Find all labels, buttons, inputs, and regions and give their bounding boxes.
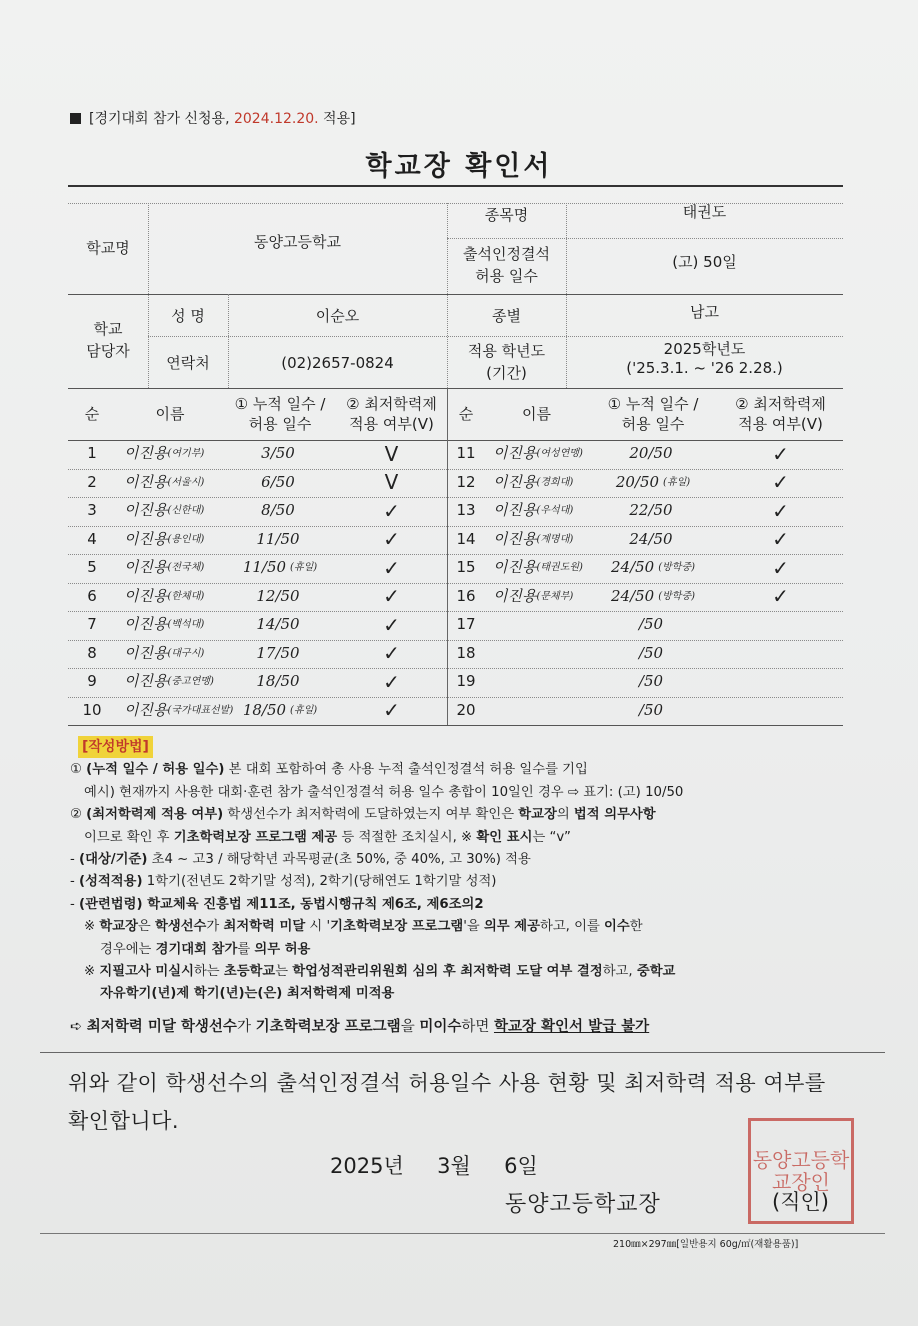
days-used: 18/50 [256, 672, 300, 691]
days-used: 20/50 [629, 444, 673, 463]
school-label: 학교명 [86, 238, 130, 257]
allow-label-line2: 허용 일수 [475, 267, 538, 285]
manager-label [68, 294, 148, 388]
check-mark: ✓ [772, 527, 789, 552]
official-seal-stamp: 동양고등학교장인 [748, 1118, 854, 1224]
row-number: 3 [87, 501, 97, 520]
check-mark [718, 611, 843, 640]
row-number: 6 [87, 586, 97, 605]
check-mark: ✓ [772, 584, 789, 609]
row-number: 19 [456, 672, 476, 691]
col-header-check: ② 최저학력제 적용 여부(V) [346, 394, 437, 433]
athlete-name: 이진용 (서울시) [124, 472, 205, 491]
footer-divider [40, 1233, 885, 1234]
school-value: 동양고등학교 [254, 233, 341, 252]
document-title: 학교장 확인서 [365, 151, 553, 182]
contact-value: (02)2657-0824 [281, 354, 394, 373]
days-used: /50 [638, 700, 664, 719]
row-number: 10 [82, 700, 102, 719]
athlete-name: 이진용 (여기부) [124, 444, 205, 463]
check-mark: ✓ [383, 584, 400, 609]
year-label [447, 338, 566, 388]
manager-label-line2: 담당자 [86, 342, 130, 360]
row-number: 9 [87, 672, 97, 691]
type-label: 종별 [492, 307, 521, 326]
days-used: 11/50 [256, 529, 300, 548]
row-number: 11 [456, 444, 476, 463]
check-mark: ✓ [383, 527, 400, 552]
note-date: 2024.12.20. [233, 111, 319, 127]
check-mark [718, 640, 843, 669]
days-used: 20/50 (휴일) [615, 472, 691, 491]
year-label-line2: (기간) [486, 364, 527, 382]
athlete-name: 이진용 (한체대) [124, 586, 205, 605]
writing-method: [작성방법] ① (누적 일수 / 허용 일수) 본 대회 포함하여 총 사용 누적 출석인정결석 허용 일수를 기입 예시) 현재까지 사용한 대회·훈련 참가 출석인정결석 허용 일수 총합이 10일인 경우 ⇨ 표기: (고) 10/50 ② (최저학력제 적용 여부) 학생선수가 최저학력에 도달하였는지 여부 확인은 학교장의 법적 의무사항 이므로 확인 후 기초학력보장 프로그램 제공 등 적절한 조치실시, ※ 확인 표시는 “v” - (대상/기준) 초4 ~ 고3 / 해당학년 과목평균(초 50%, 중 40%, 고 30%) 적용 - (성적적용) 1학기(전년도 2학기말 성적), 2학기(당해연도 1학기말 성적) - (관련법령) 학교체육 진흥법 제11조, 동법시행규칙 제6조, 제6조의2 ※ 학교장은 학생선수가 최저학력 미달 시 '기초학력보장 프로그램'을 의무 제공하고, 이를 이수한 경우에는 경기대회 참가를 의무 허용 ※ 지필고사 미실시하는 초등학교는 학업성적관리위원회 심의 후 최저학력 도달 여부 결정하고, 중학교 자유학기(년)제 학기(년)는(은) 최저학력제 미적용 [70, 736, 850, 1006]
row-number: 2 [87, 472, 97, 491]
contact-label: 연락처 [166, 354, 210, 373]
athlete-name: 이진용 (백석대) [124, 615, 205, 634]
athlete-name [485, 697, 598, 726]
col-header-name: 이름 [155, 404, 185, 423]
check-mark: ✓ [772, 498, 789, 523]
date-year: 2025년 [330, 1154, 404, 1178]
row-number: 18 [456, 643, 476, 662]
athlete-name: 이진용 (용인대) [124, 529, 205, 548]
type-value: 남고 [690, 303, 719, 322]
check-mark: ✓ [383, 669, 400, 694]
row-number: 4 [87, 529, 97, 548]
check-mark: ✓ [383, 498, 400, 523]
col-header-days: ① 누적 일수 / 허용 일수 [234, 394, 326, 433]
row-number: 13 [456, 501, 476, 520]
note-prefix: [경기대회 참가 신청용, [89, 111, 230, 127]
check-mark: ✓ [383, 612, 400, 637]
year-value-line2: ('25.3.1. ~ '26 2.28.) [626, 359, 783, 377]
days-used: 22/50 [629, 501, 673, 520]
check-mark: ✓ [383, 641, 400, 666]
days-used: 24/50 (방학중) [610, 586, 696, 605]
days-used: 18/50 (휴일) [242, 700, 318, 719]
final-note: ➪ 최저학력 미달 학생선수가 기초학력보장 프로그램을 미이수하면 학교장 확인서 발급 불가 [70, 1019, 650, 1035]
athlete-name: 이진용 (태권도원) [493, 558, 583, 577]
col-header-no: 순 [84, 404, 100, 423]
row-number: 8 [87, 643, 97, 662]
check-mark: ✓ [772, 470, 789, 495]
paper-spec-footer: 210㎜×297㎜[일반용지 60g/㎡(재활용품)] [613, 1239, 799, 1250]
header-note [70, 108, 356, 128]
athlete-name: 이진용 (우석대) [493, 501, 574, 520]
section-divider [40, 1052, 885, 1053]
athlete-name: 이진용 (중고연맹) [124, 672, 214, 691]
roster-center-divider [447, 388, 448, 725]
athlete-name: 이진용 (국가대표선발) [124, 700, 234, 719]
confirm-date [330, 1150, 538, 1180]
athlete-name: 이진용 (전국체) [124, 558, 205, 577]
days-used: 24/50 [629, 529, 673, 548]
seal-label: (직인) [772, 1190, 829, 1214]
col-header-name: 이름 [522, 404, 551, 423]
allow-value: (고) 50일 [672, 253, 737, 272]
days-used: /50 [638, 672, 664, 691]
check-mark: ✓ [383, 698, 400, 723]
row-number: 1 [87, 444, 97, 463]
row-number: 16 [456, 586, 476, 605]
check-mark: ✓ [772, 555, 789, 580]
row-number: 20 [456, 700, 476, 719]
square-bullet-icon [70, 113, 81, 124]
col-header-no: 순 [458, 404, 474, 423]
date-month: 3월 [437, 1154, 471, 1178]
year-value-line1: 2025학년도 [663, 339, 746, 358]
check-mark: V [384, 441, 399, 466]
row-number: 15 [456, 558, 476, 577]
check-mark [718, 668, 843, 697]
athlete-name: 이진용 (계명대) [493, 529, 574, 548]
days-used: 8/50 [261, 501, 295, 520]
days-used: 6/50 [261, 472, 295, 491]
row-number: 14 [456, 529, 476, 548]
sport-label: 종목명 [484, 205, 529, 224]
athlete-name: 이진용 (여성연맹) [493, 444, 583, 463]
row-number: 17 [456, 615, 476, 634]
athlete-name [485, 668, 598, 697]
method-example: 예시) 현재까지 사용한 대회·훈련 참가 출석인정결석 허용 일수 총합이 10일인 경우 ⇨ 표기: (고) 10/50 [84, 784, 684, 800]
athlete-name [485, 611, 598, 640]
arrow-box-icon: ➪ [70, 1019, 83, 1035]
issuance-warning: 학교장 확인서 발급 불가 [493, 1019, 650, 1035]
check-mark [718, 697, 843, 726]
allow-label-line1: 출석인정결석 [463, 245, 550, 264]
check-mark: V [384, 470, 399, 495]
manager-label-line1: 학교 [93, 320, 123, 339]
year-label-line1: 적용 학년도 [467, 342, 546, 361]
table-top-border [68, 185, 843, 187]
days-used: 24/50 (방학중) [610, 558, 696, 577]
sport-value: 태권도 [682, 203, 727, 222]
check-mark: ✓ [772, 441, 789, 466]
days-used: 3/50 [261, 444, 295, 463]
athlete-name: 이진용 (경희대) [493, 472, 574, 491]
note-suffix: 적용] [323, 111, 356, 127]
roster-bottom-line [68, 725, 843, 726]
days-used: 17/50 [256, 643, 300, 662]
col-header-check: ② 최저학력제 적용 여부(V) [735, 394, 826, 433]
allow-label [447, 238, 566, 294]
athlete-name [485, 640, 598, 669]
days-used: /50 [638, 615, 664, 634]
confirm-text: 위와 같이 학생선수의 출석인정결석 허용일수 사용 현황 및 최저학력 적용 여부를 확인합니다. [68, 1071, 826, 1133]
name-value: 이순오 [315, 307, 360, 326]
athlete-name: 이진용 (문체부) [493, 586, 574, 605]
method-header: [작성방법] [78, 736, 153, 758]
athlete-name: 이진용 (신한대) [124, 501, 205, 520]
signer-name: 동양고등학교장 [505, 1192, 661, 1217]
athlete-name: 이진용 (대구시) [124, 643, 205, 662]
col-header-days: ① 누적 일수 / 허용 일수 [607, 394, 699, 433]
days-used: /50 [638, 643, 664, 662]
days-used: 11/50 (휴일) [242, 558, 318, 577]
days-used: 14/50 [256, 615, 300, 634]
row-number: 12 [456, 472, 476, 491]
row-number: 7 [87, 615, 97, 634]
date-day: 6일 [504, 1154, 538, 1178]
name-label: 성 명 [171, 307, 205, 326]
days-used: 12/50 [256, 586, 300, 605]
row-number: 5 [87, 558, 97, 577]
year-value [566, 336, 843, 382]
check-mark: ✓ [383, 555, 400, 580]
